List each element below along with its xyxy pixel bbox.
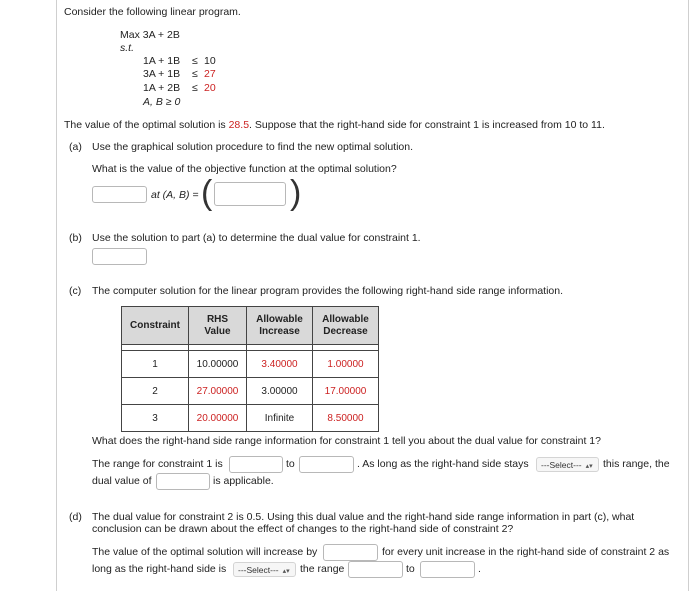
stays-select-label: ---Select--- bbox=[541, 460, 582, 470]
header-constraint bbox=[122, 307, 189, 345]
range-table bbox=[121, 306, 379, 432]
header-increase: Allowable Increase bbox=[247, 307, 313, 345]
table-row bbox=[122, 405, 379, 432]
lp-st: s.t. bbox=[120, 42, 135, 54]
part-a-question: What is the value of the objective function at the optimal solution? bbox=[92, 163, 397, 175]
constraint-1-rhs: 10 bbox=[204, 55, 216, 67]
ab-solution-input[interactable] bbox=[214, 182, 286, 206]
as-long-text: . As long as the right-hand side stays bbox=[357, 458, 529, 470]
d-range-lower-input[interactable] bbox=[348, 561, 403, 578]
cell-constraint: 1 bbox=[122, 351, 189, 378]
applicable-text: is applicable. bbox=[213, 475, 274, 487]
this-range-text: this range, the bbox=[603, 458, 670, 470]
constraint-2-rhs: 27 bbox=[204, 68, 216, 80]
rhs-is-text: long as the right-hand side is bbox=[92, 563, 227, 575]
nonneg-constraint: A, B ≥ 0 bbox=[143, 96, 181, 108]
constraint-1-op: ≤ bbox=[192, 55, 198, 67]
rhs-select-label: ---Select--- bbox=[238, 565, 279, 575]
rhs-select[interactable] bbox=[233, 562, 296, 577]
right-paren: ) bbox=[290, 174, 302, 212]
constraint-3-op: ≤ bbox=[192, 82, 198, 94]
the-range-text: the range bbox=[300, 563, 345, 575]
dual-of-text: dual value of bbox=[92, 475, 152, 487]
cell-increase: Infinite bbox=[247, 405, 313, 432]
cell-decrease: 8.50000 bbox=[313, 405, 379, 432]
cell-constraint: 3 bbox=[122, 405, 189, 432]
d-end-period: . bbox=[478, 563, 481, 575]
range-pre-text: The range for constraint 1 is bbox=[92, 458, 223, 470]
header-rhs: RHS Value bbox=[189, 307, 247, 345]
dual-value-c-input[interactable] bbox=[156, 473, 210, 490]
d-range-upper-input[interactable] bbox=[420, 561, 475, 578]
range-to-text: to bbox=[286, 458, 295, 470]
part-c-text: The computer solution for the linear program provides the following right-hand side range information. bbox=[92, 285, 564, 297]
at-ab-label bbox=[151, 189, 199, 201]
cell-increase: 3.00000 bbox=[247, 378, 313, 405]
constraint-1-lhs: 1A + 1B bbox=[143, 55, 181, 67]
objective-value-input[interactable] bbox=[92, 186, 147, 203]
header-constraint-text: Constraint bbox=[130, 319, 180, 331]
part-a-label: (a) bbox=[69, 141, 82, 153]
cell-increase: 3.40000 bbox=[247, 351, 313, 378]
optimal-value: 28.5 bbox=[228, 119, 250, 131]
select-chevron-icon: ▴▾ bbox=[282, 568, 290, 575]
cell-rhs: 27.00000 bbox=[189, 378, 247, 405]
part-d-text-2: conclusion can be drawn about the effect of changes to the right-hand side of constraint 2? bbox=[92, 523, 514, 535]
statement-pre: The value of the optimal solution is bbox=[64, 119, 229, 131]
constraint-3-rhs: 20 bbox=[204, 82, 216, 94]
dual-value-input[interactable] bbox=[92, 248, 147, 265]
statement-post: . Suppose that the right-hand side for constraint 1 is increased from 10 to 11. bbox=[249, 119, 605, 131]
cell-decrease: 17.00000 bbox=[313, 378, 379, 405]
cell-constraint: 2 bbox=[122, 378, 189, 405]
constraint-2-op: ≤ bbox=[192, 68, 198, 80]
constraint-3-lhs: 1A + 2B bbox=[143, 82, 181, 94]
cell-rhs: 20.00000 bbox=[189, 405, 247, 432]
statement bbox=[64, 119, 605, 131]
per-unit-text: for every unit increase in the right-hand side of constraint 2 as bbox=[382, 546, 670, 558]
left-paren: ( bbox=[201, 174, 213, 212]
table-row bbox=[122, 378, 379, 405]
stays-select[interactable] bbox=[536, 457, 599, 472]
part-c-question: What does the right-hand side range information for constraint 1 tell you about the dual value for constraint 1? bbox=[92, 435, 601, 447]
cell-rhs: 10.00000 bbox=[189, 351, 247, 378]
range-lower-input[interactable] bbox=[229, 456, 283, 473]
select-chevron-icon: ▴▾ bbox=[585, 463, 593, 470]
range-table-header bbox=[122, 307, 379, 345]
part-b-text: Use the solution to part (a) to determine the dual value for constraint 1. bbox=[92, 232, 421, 244]
part-c-label: (c) bbox=[69, 285, 82, 297]
d-to-text: to bbox=[406, 563, 415, 575]
increase-by-input[interactable] bbox=[323, 544, 378, 561]
part-b-label: (b) bbox=[69, 232, 82, 244]
part-a-text: Use the graphical solution procedure to find the new optimal solution. bbox=[92, 141, 414, 153]
range-upper-input[interactable] bbox=[299, 456, 354, 473]
header-decrease: Allowable Decrease bbox=[313, 307, 379, 345]
cell-decrease: 1.00000 bbox=[313, 351, 379, 378]
part-d-text-1: The dual value for constraint 2 is 0.5. Using this dual value and the right-hand side range information in part (c), what bbox=[92, 511, 635, 523]
part-d-label: (d) bbox=[69, 511, 82, 523]
at-ab-text: at (A, B) = bbox=[151, 189, 199, 201]
table-row bbox=[122, 351, 379, 378]
lp-objective: Max 3A + 2B bbox=[120, 29, 180, 41]
increase-by-text: The value of the optimal solution will increase by bbox=[92, 546, 318, 558]
constraint-2-lhs: 3A + 1B bbox=[143, 68, 181, 80]
intro-text: Consider the following linear program. bbox=[64, 6, 241, 18]
